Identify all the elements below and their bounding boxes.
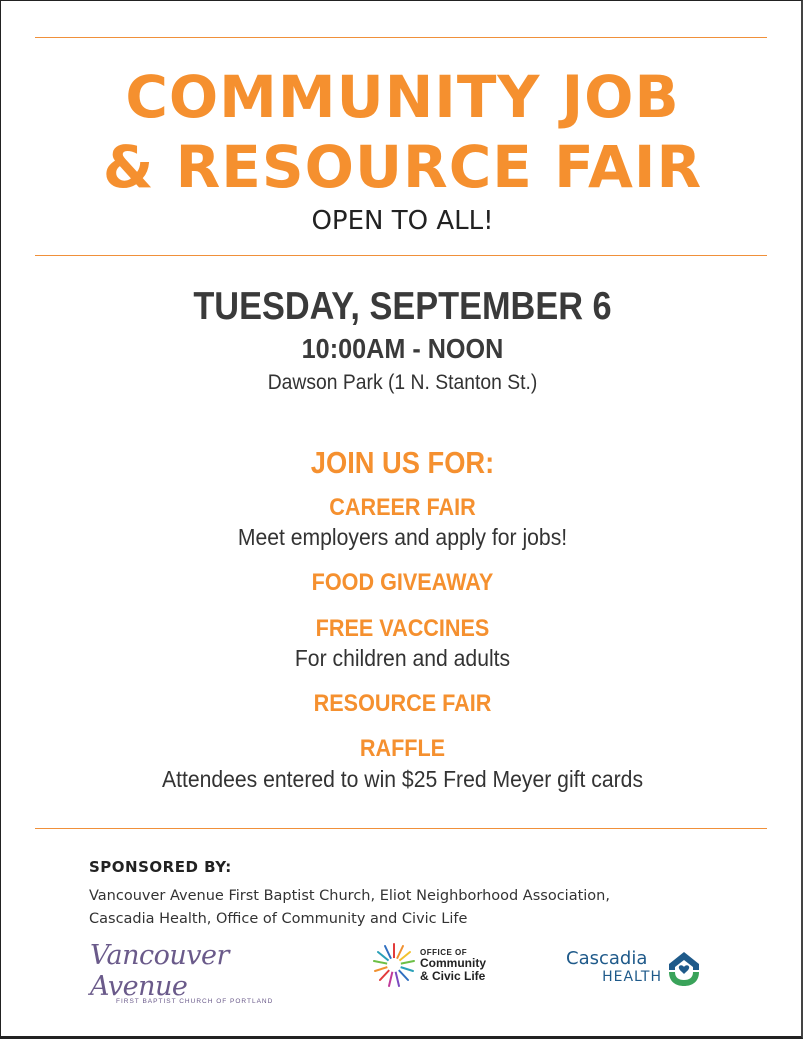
- vancouver-avenue-logo: [90, 940, 300, 1005]
- title-line-1: COMMUNITY JOB: [125, 63, 680, 131]
- activity-title-raffle: RAFFLE: [359, 735, 446, 762]
- activity-title-food-giveaway: FOOD GIVEAWAY: [311, 569, 494, 596]
- event-location: Dawson Park (1 N. Stanton St.): [267, 371, 538, 394]
- activity-title-free-vaccines: FREE VACCINES: [315, 615, 490, 642]
- activity-title-career-fair: CAREER FAIR: [329, 494, 476, 521]
- civic-life-logo: [372, 940, 512, 990]
- civic-life-text: [420, 948, 486, 983]
- footer-divider: [35, 828, 767, 829]
- event-time: 10:00AM - NOON: [301, 333, 504, 364]
- activity-title-resource-fair: RESOURCE FAIR: [313, 690, 492, 717]
- cascadia-name: Cascadia: [566, 948, 648, 969]
- event-date: TUESDAY, SEPTEMBER 6: [193, 285, 612, 328]
- starburst-icon: [372, 940, 416, 990]
- sponsors-list: [89, 885, 729, 931]
- subtitle: OPEN TO ALL!: [311, 206, 494, 236]
- title-line-2: & RESOURCE FAIR: [102, 133, 703, 201]
- activity-desc-career-fair: Meet employers and apply for jobs!: [237, 524, 568, 550]
- civic-life-office-of: OFFICE OF: [420, 948, 468, 957]
- header-divider: [35, 255, 767, 256]
- civic-life-line-2: & Civic Life: [420, 969, 486, 983]
- activity-desc-free-vaccines: For children and adults: [294, 645, 511, 671]
- house-heart-icon: [666, 948, 702, 988]
- vancouver-avenue-subtitle: FIRST BAPTIST CHURCH OF PORTLAND: [116, 998, 274, 1005]
- top-divider: [35, 37, 767, 38]
- cascadia-health-logo: [566, 948, 706, 992]
- join-heading: JOIN US FOR:: [310, 445, 495, 480]
- sponsors-line-1: Vancouver Avenue First Baptist Church, Eliot Neighborhood Association,: [89, 888, 610, 904]
- activity-desc-raffle: Attendees entered to win $25 Fred Meyer gift cards: [161, 766, 644, 792]
- cascadia-health-word: HEALTH: [602, 969, 662, 985]
- sponsors-line-2: Cascadia Health, Office of Community and Civic Life: [89, 911, 468, 927]
- civic-life-line-1: Community: [420, 956, 486, 970]
- vancouver-avenue-script: Vancouver Avenue: [90, 940, 229, 1002]
- cascadia-text: [566, 948, 662, 985]
- sponsors-heading: SPONSORED BY:: [89, 858, 232, 876]
